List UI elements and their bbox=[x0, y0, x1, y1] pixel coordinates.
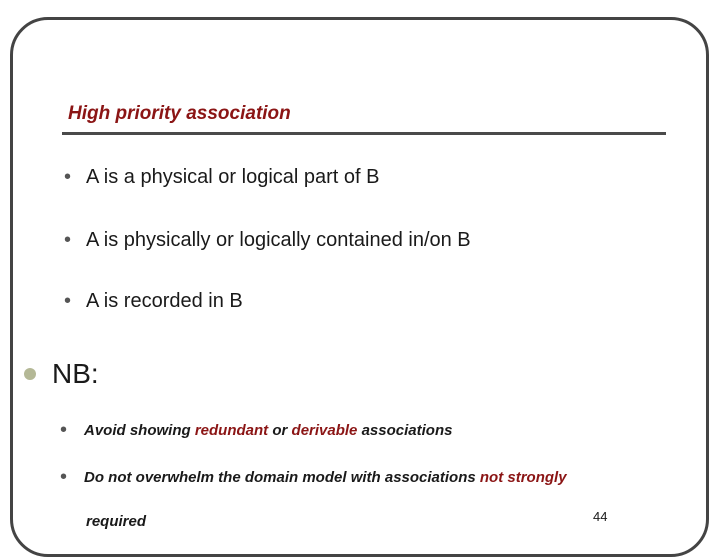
highlight-redundant: redundant bbox=[194, 422, 269, 439]
nb-label: NB: bbox=[52, 358, 99, 389]
sub-bullet-dot-icon: • bbox=[60, 419, 68, 441]
title-underline bbox=[62, 132, 666, 135]
nb-bullet-icon bbox=[24, 368, 36, 380]
sub-bullet-text: Do not overwhelm the domain model with associations not strongly bbox=[84, 469, 567, 486]
slide-title: High priority association bbox=[68, 103, 291, 124]
bullet-dot-icon: • bbox=[64, 290, 72, 312]
bullet-text: A is a physical or logical part of B bbox=[86, 166, 380, 188]
highlight-not-strongly: not strongly bbox=[479, 469, 567, 486]
sub-bullet-text: Avoid showing redundant or derivable associations bbox=[84, 422, 453, 439]
page-number: 44 bbox=[593, 509, 608, 524]
bullet-dot-icon: • bbox=[64, 166, 72, 188]
highlight-derivable: derivable bbox=[291, 422, 358, 439]
bullet-text: A is recorded in B bbox=[86, 290, 243, 312]
sub-bullet-dot-icon: • bbox=[60, 466, 68, 488]
sub-bullet-continuation: required bbox=[86, 513, 147, 530]
bullet-dot-icon: • bbox=[64, 229, 72, 251]
bullet-text: A is physically or logically contained in/on B bbox=[86, 229, 471, 251]
